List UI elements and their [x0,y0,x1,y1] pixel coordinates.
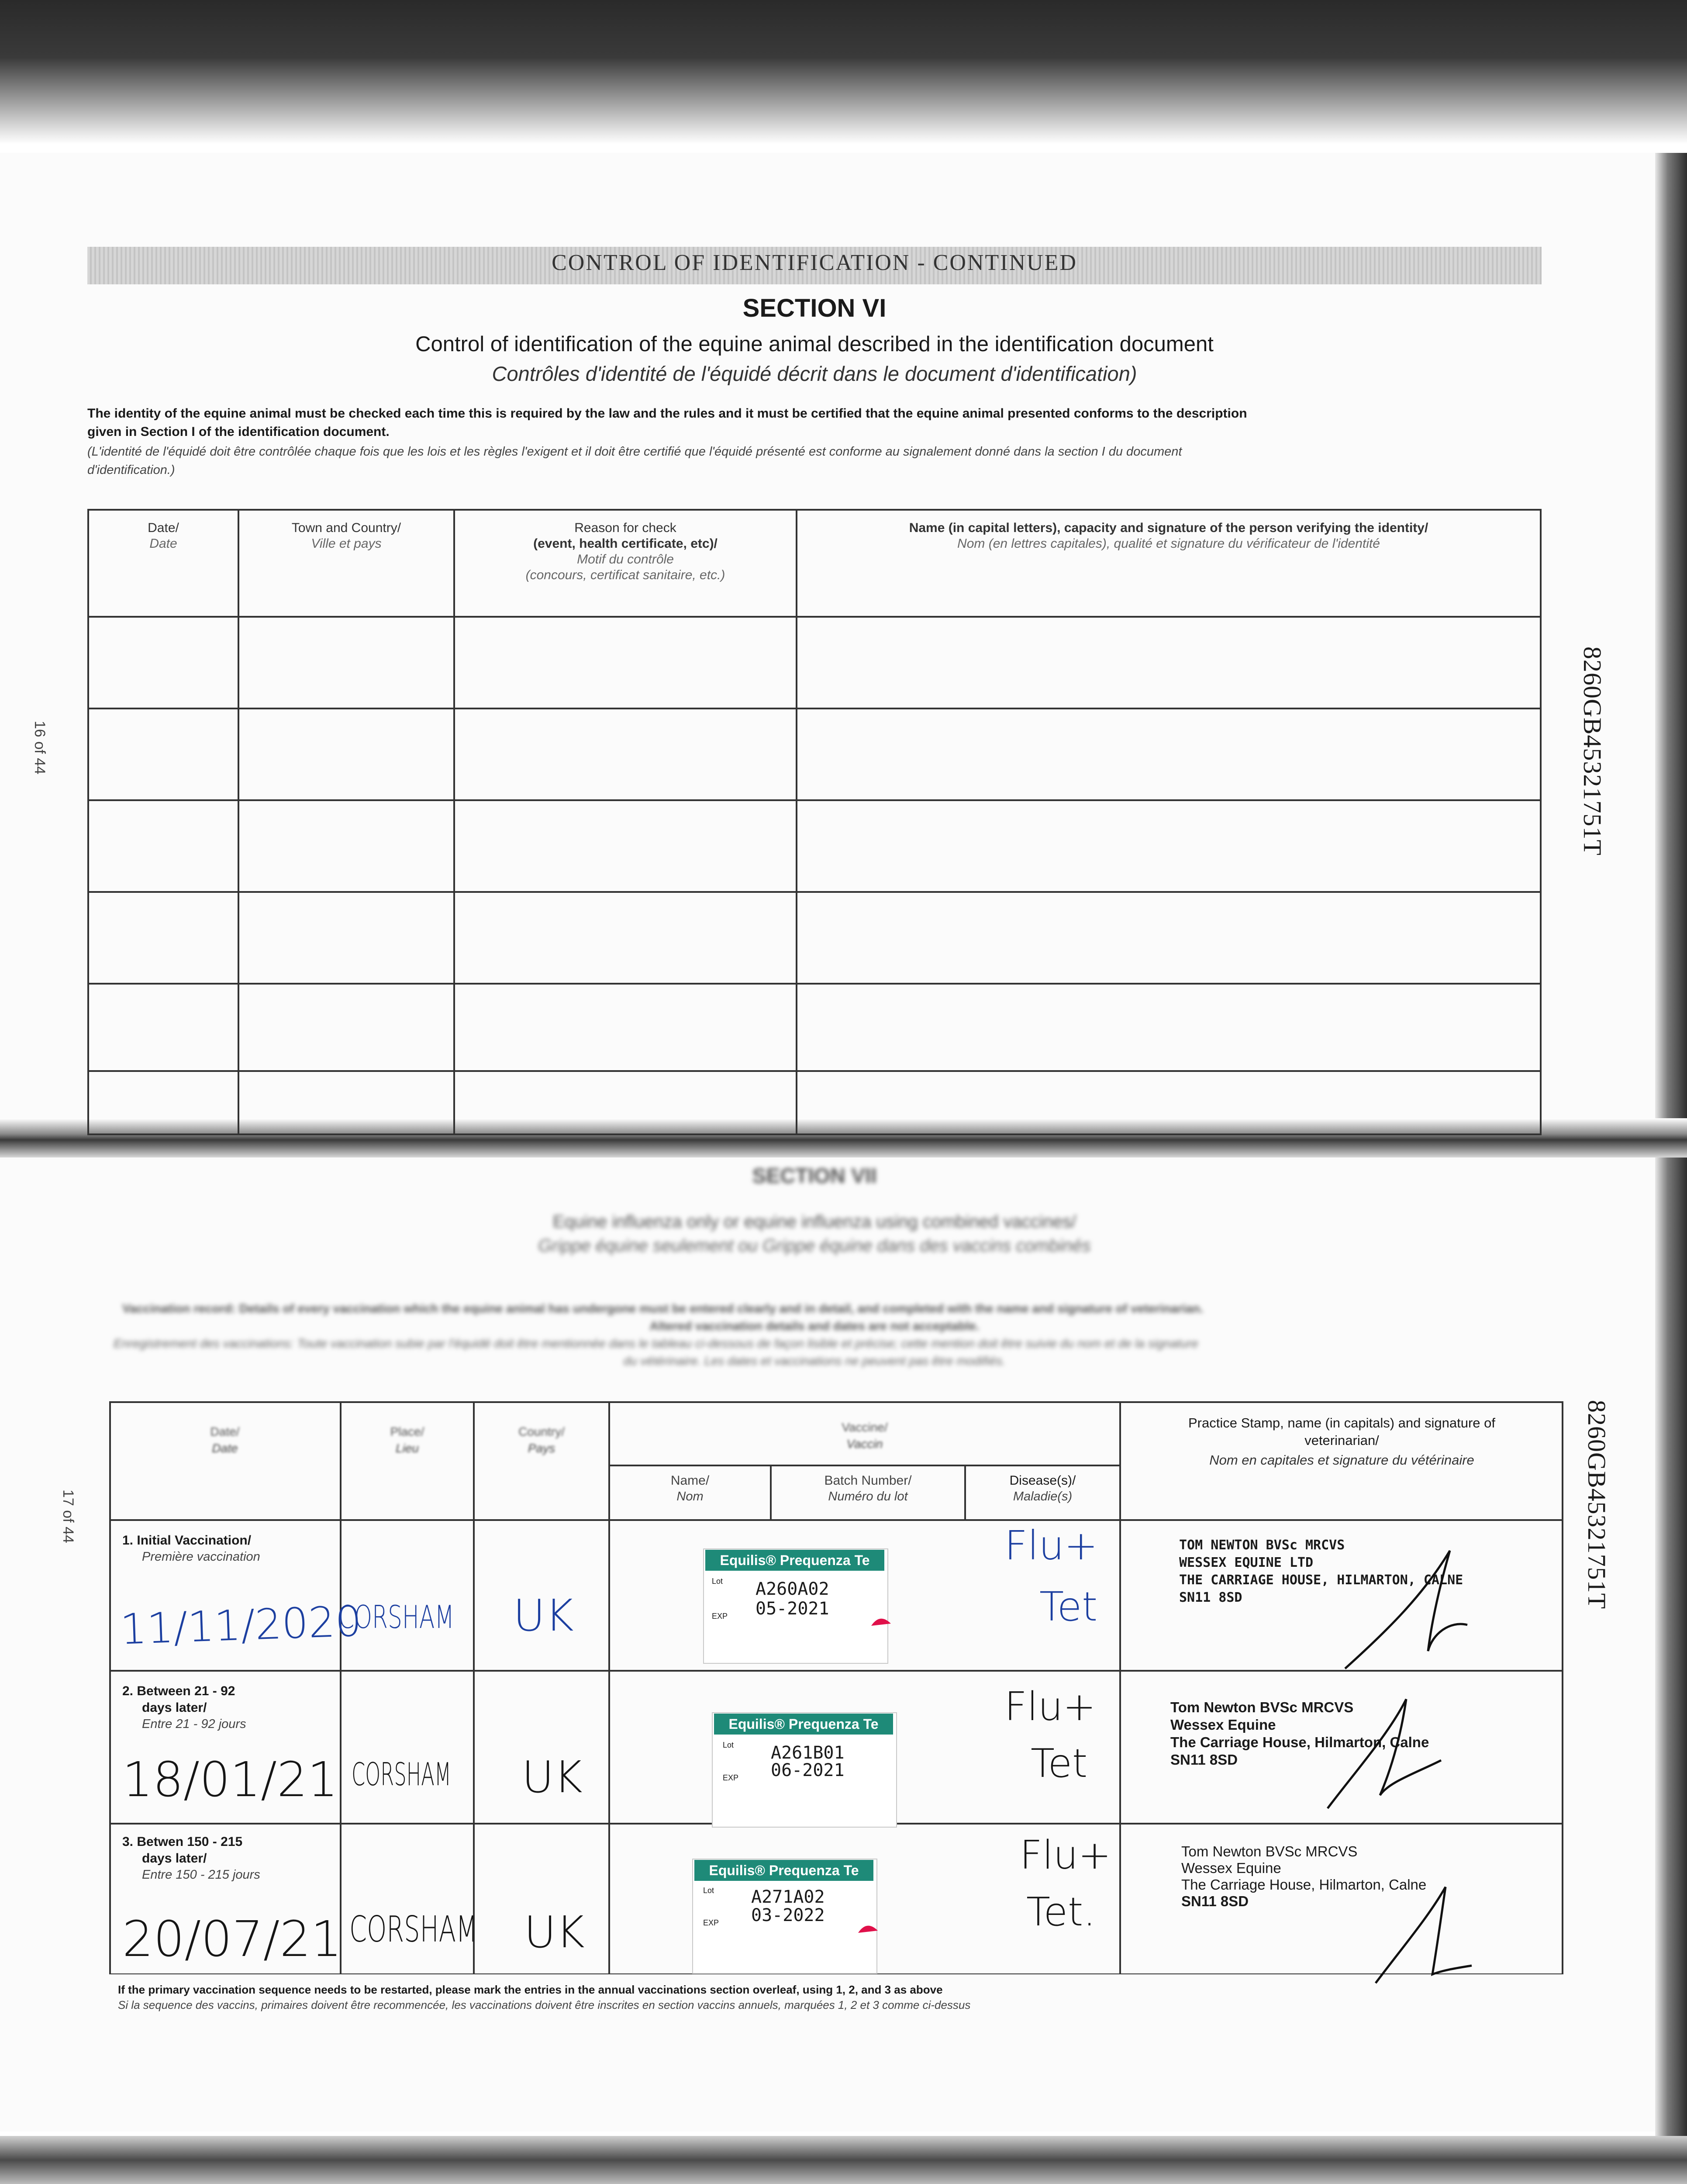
row1-disease-2[interactable]: Tet [1039,1583,1098,1630]
row2-label-fr: Entre 21 - 92 jours [142,1717,246,1731]
cell[interactable] [238,708,454,800]
header-disease-fr: Maladie(s) [1013,1489,1073,1503]
row1-batch: A260A02 [756,1579,829,1599]
header-town-fr: Ville et pays [311,536,382,551]
table-row [88,1071,1541,1134]
row2-batch: A261B01 [771,1743,845,1763]
intro-en-line2: given in Section I of the identification document. [87,425,390,439]
table-header-row [88,510,1541,617]
cell[interactable] [454,708,797,800]
cell[interactable] [238,1071,454,1134]
row2-vaccine-name: Equilis® Prequenza Te [714,1714,893,1735]
intro-en-line1: The identity of the equine animal must be checked each time this is required by the law and the rules and it must be certified that the equine animal presented conforms to the description [87,406,1247,421]
row2-place[interactable]: CORSHAM [352,1756,452,1793]
header-reason-en: Reason for check [574,521,676,535]
row3-place[interactable]: CORSHAM [349,1909,478,1950]
table-row [88,984,1541,1071]
cell[interactable] [88,617,238,708]
header-country-fr: Pays [528,1441,555,1455]
row2-vet-line1: Tom Newton BVSc MRCVS [1170,1699,1354,1715]
table-row [88,800,1541,892]
cell[interactable] [88,708,238,800]
cell[interactable] [454,617,797,708]
cell[interactable] [238,984,454,1071]
cell[interactable] [88,800,238,892]
footnote-en: If the primary vaccination sequence needs to be restarted, please mark the entries in the annual vaccinations section overleaf, using 1, 2, and 3 as above [118,1983,943,1996]
cell[interactable] [88,892,238,984]
page-number-16: 16 of 44 [31,721,48,774]
header-name-fr: Nom [676,1489,704,1503]
row2-label-en2: days later/ [142,1700,207,1715]
header-verifier [797,510,1541,617]
vaccination-intro-en-line2: Altered vaccination details and dates are not acceptable. [649,1319,980,1333]
header-reason-fr: Motif du contrôle [577,552,674,567]
row2-disease-1[interactable]: Flu+ [1004,1684,1096,1730]
cell[interactable] [797,617,1541,708]
row2-vet-signature [1319,1695,1450,1817]
row2-vet-line4: SN11 8SD [1170,1752,1238,1768]
row2-country[interactable]: UK [522,1752,583,1803]
header-vaccine-en: Vaccine/ [842,1420,888,1434]
header-vet-en-1: Practice Stamp, name (in capitals) and signature of [1188,1415,1495,1431]
identity-check-table [87,509,1542,1135]
intro-fr-line2: d'identification.) [87,463,175,477]
header-reason [454,510,797,617]
row3-vet-line3: The Carriage House, Hilmarton, Calne [1181,1876,1427,1893]
banner-title: CONTROL OF IDENTIFICATION - CONTINUED [552,250,1077,275]
header-disease-en: Disease(s)/ [1009,1473,1076,1488]
header-town [238,510,454,617]
header-place-fr: Lieu [396,1441,419,1455]
row1-expiry: 05-2021 [756,1599,829,1619]
cell[interactable] [88,984,238,1071]
row1-vet-line1: TOM NEWTON BVSc MRCVS [1179,1538,1345,1553]
row1-disease-1[interactable]: Flu+ [1004,1522,1098,1569]
footnote-fr: Si la sequence des vaccins, primaires doivent être recommencée, les vaccinations doivent être inscrites en section vaccins annuels, marquées 1, 2 et 3 comme ci-dessus [118,1998,971,2011]
row2-exp-label: EXP [723,1773,739,1782]
page-number-17: 17 of 44 [60,1489,76,1543]
row3-disease-2[interactable]: Tet. [1026,1889,1096,1935]
row3-label-en2: days later/ [142,1851,207,1866]
row1-label-en: 1. Initial Vaccination/ [122,1533,252,1548]
row1-vet-line2: WESSEX EQUINE LTD [1179,1555,1314,1570]
cell[interactable] [454,892,797,984]
document-id-upper: 8260GB45321751T [1578,646,1607,856]
header-reason-en2: (event, health certificate, etc)/ [533,536,718,551]
row3-expiry: 03-2022 [751,1905,825,1925]
vaccination-intro-en-line1: Vaccination record: Details of every vaccination which the equine animal has undergone must be entered clearly and in detail, and completed with the name and signature of veterinarian. [122,1302,1204,1315]
row3-vet-line2: Wessex Equine [1181,1860,1281,1876]
cell[interactable] [238,892,454,984]
cell[interactable] [797,800,1541,892]
row1-exp-label: EXP [712,1612,728,1621]
cell[interactable] [454,1071,797,1134]
row1-vet-line4: SN11 8SD [1179,1590,1242,1605]
section-vi-subtitle-fr: Contrôles d'identité de l'équidé décrit dans le document d'identification) [492,362,1137,385]
row3-vet-line4: SN11 8SD [1181,1893,1249,1909]
header-verifier-fr: Nom (en lettres capitales), qualité et signature du vérificateur de l'identité [957,536,1380,551]
row2-label-en: 2. Between 21 - 92 [122,1684,235,1698]
vaccination-intro-fr-line1: Enregistrement des vaccinations: Toute vaccination subie par l'équidé doit être mentionnée dans le tableau ci-dessous de façon lisible et précise; cette mention doit être suivie du nom et de la signature [114,1337,1198,1350]
row2-disease-2[interactable]: Tet [1031,1741,1088,1787]
header-verifier-en: Name (in capital letters), capacity and signature of the person verifying the identity/ [909,521,1428,535]
section-vii-subtitle-fr: Grippe équine seulement ou Grippe équine dans des vaccins combinés [538,1236,1091,1255]
header-batch-fr: Numéro du lot [828,1489,908,1503]
header-country-en: Country/ [518,1425,565,1438]
row3-sticker-mark [856,1920,882,1937]
row2-lot-label: Lot [723,1741,734,1749]
intro-fr-line1: (L'identité de l'équidé doit être contrôlée chaque fois que les lois et les règles l'exigent et il doit être certifié que l'équidé présenté est conforme au signalement donné dans la section I du document [87,445,1182,459]
cell[interactable] [238,617,454,708]
header-date [88,510,238,617]
row1-vet-signature [1336,1542,1485,1682]
row3-date[interactable]: 20/07/21 [122,1911,342,1968]
cell[interactable] [454,984,797,1071]
header-batch-en: Batch Number/ [824,1473,912,1488]
row2-vet-line3: The Carriage House, Hilmarton, Calne [1170,1734,1429,1750]
row3-vaccine-name: Equilis® Prequenza Te [694,1860,873,1881]
book-bottom-edge [0,2136,1687,2184]
row1-country[interactable]: UK [513,1590,574,1641]
row3-lot-label: Lot [703,1886,714,1895]
row2-date[interactable]: 18/01/21 [122,1752,338,1807]
cell[interactable] [797,708,1541,800]
cell[interactable] [238,800,454,892]
header-place-en: Place/ [390,1425,424,1438]
row1-date[interactable]: 11/11/2020 [119,1597,363,1654]
row3-label-fr: Entre 150 - 215 jours [142,1868,260,1882]
header-date-en: Date/ [148,521,179,535]
scanner-shadow-top [0,0,1687,144]
section-vii-subtitle-en: Equine influenza only or equine influenza using combined vaccines/ [552,1212,1076,1231]
row1-place[interactable]: CORSHAM [338,1599,455,1635]
row3-exp-label: EXP [703,1918,719,1927]
row1-vaccine-name: Equilis® Prequenza Te [705,1550,884,1571]
header-date-en: Date/ [210,1425,240,1438]
row1-label-fr: Première vaccination [142,1550,260,1564]
row3-country[interactable]: UK [524,1907,585,1958]
row3-vet-signature [1367,1878,1480,1992]
cell[interactable] [797,1071,1541,1134]
row3-batch: A271A02 [751,1887,825,1907]
cell[interactable] [454,800,797,892]
table-row [88,617,1541,708]
cell[interactable] [797,984,1541,1071]
section-vi-subtitle-en: Control of identification of the equine animal described in the identification document [415,332,1214,356]
header-date-fr: Date [149,536,177,551]
vaccination-intro-fr-line2: du vétérinaire. Les dates et vaccinations ne peuvent pas être modifiés. [623,1354,1006,1368]
section-vii-title: SECTION VII [752,1165,877,1188]
row1-sticker-mark [869,1613,895,1630]
row1-vet-line3: THE CARRIAGE HOUSE, HILMARTON, CALNE [1179,1572,1463,1588]
header-town-en: Town and Country/ [291,521,401,535]
header-vet-en-2: veterinarian/ [1304,1433,1379,1448]
header-vet-fr: Nom en capitales et signature du vétérinaire [1209,1452,1474,1468]
cell[interactable] [797,892,1541,984]
header-reason-fr2: (concours, certificat sanitaire, etc.) [525,568,725,582]
header-vaccine-fr: Vaccin [846,1437,883,1451]
table-row [88,708,1541,800]
section-vi-title: SECTION VI [742,294,887,322]
table-row [88,892,1541,984]
row3-vet-line1: Tom Newton BVSc MRCVS [1181,1843,1358,1859]
row3-disease-1[interactable]: Flu+ [1020,1832,1111,1878]
row2-vet-line2: Wessex Equine [1170,1717,1276,1733]
header-date-fr: Date [212,1441,238,1455]
header-name-en: Name/ [670,1473,710,1488]
row2-expiry: 06-2021 [771,1760,845,1780]
cell[interactable] [88,1071,238,1134]
row1-lot-label: Lot [712,1577,723,1586]
document-id-lower: 8260GB45321751T [1583,1400,1611,1609]
row3-label-en: 3. Betwen 150 - 215 [122,1835,243,1849]
